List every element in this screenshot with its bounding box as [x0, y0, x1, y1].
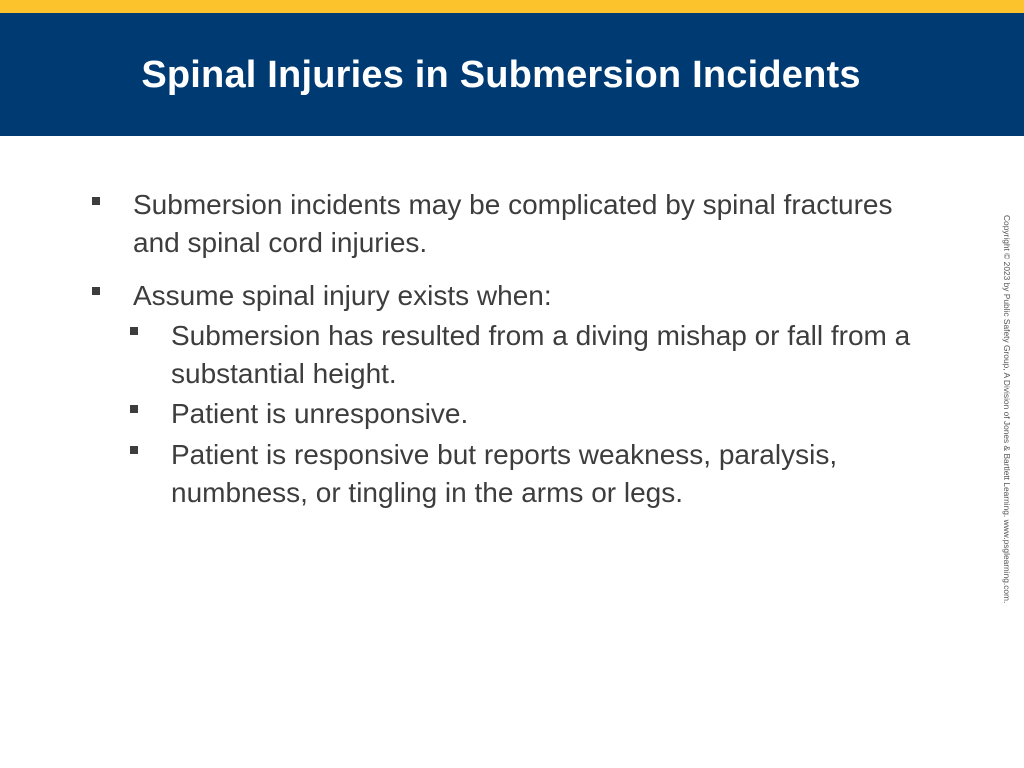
- sub-bullet-marker-icon: [130, 446, 138, 454]
- sub-bullet-item: Submersion has resulted from a diving mishap or fall from a substantial height.: [171, 320, 911, 389]
- bullet-item: Submersion incidents may be complicated by spinal fractures and spinal cord injuries.: [133, 189, 893, 258]
- bullet-marker-icon: [92, 287, 100, 295]
- bullet-item: Assume spinal injury exists when:: [133, 280, 552, 311]
- copyright-notice: Copyright © 2023 by Public Safety Group, A Division of Jones & Bartlett Learning. www.psglearning.com.: [1002, 215, 1012, 604]
- sub-bullet-marker-icon: [130, 327, 138, 335]
- sub-bullet-item: Patient is unresponsive.: [171, 398, 469, 429]
- slide-title: Spinal Injuries in Submersion Incidents: [141, 54, 861, 96]
- bullet-marker-icon: [92, 197, 100, 205]
- sub-bullet-item: Patient is responsive but reports weakness, paralysis, numbness, or tingling in the arms or legs.: [171, 439, 838, 508]
- sub-bullet-marker-icon: [130, 405, 138, 413]
